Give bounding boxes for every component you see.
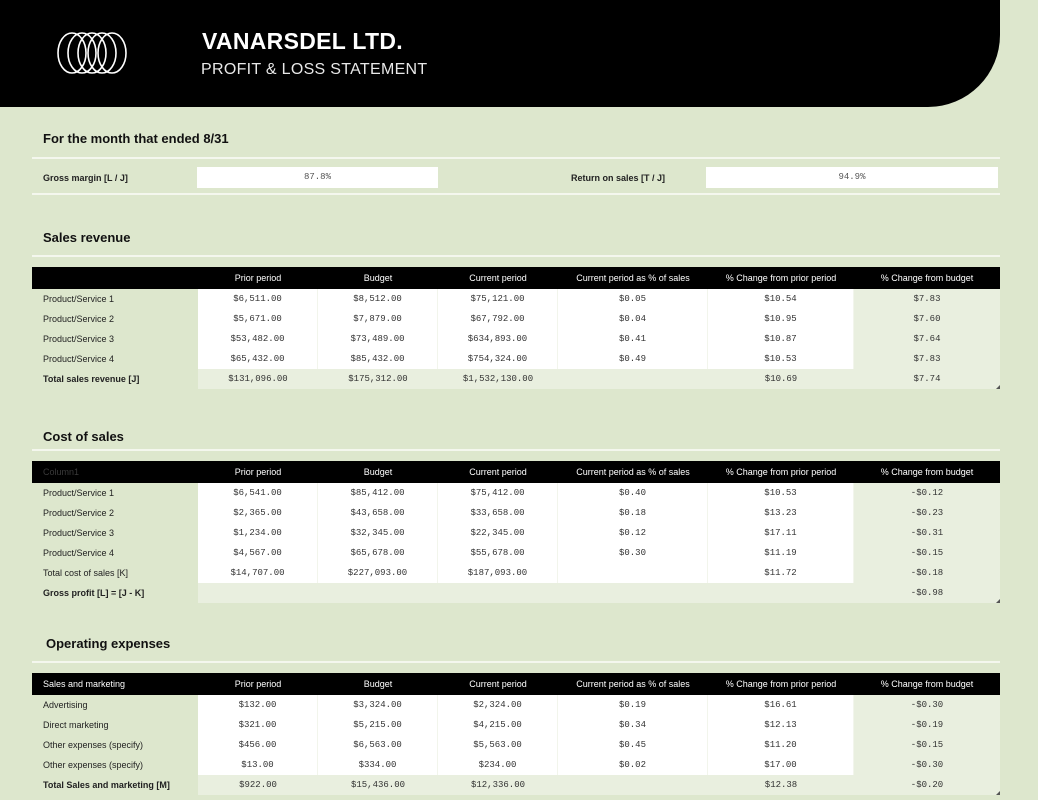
table-cell[interactable]: $16.61 bbox=[708, 695, 854, 715]
table-row bbox=[32, 483, 1000, 503]
table-cell[interactable]: $53,482.00 bbox=[198, 329, 318, 349]
table-cell[interactable]: $187,093.00 bbox=[438, 563, 558, 583]
table-cell[interactable]: $5,563.00 bbox=[438, 735, 558, 755]
table-cell[interactable]: $6,511.00 bbox=[198, 289, 318, 309]
table-cell[interactable]: $10.54 bbox=[708, 289, 854, 309]
row-label: Product/Service 4 bbox=[43, 354, 115, 364]
period-title: For the month that ended 8/31 bbox=[43, 131, 229, 146]
table-cell[interactable]: $17.00 bbox=[708, 755, 854, 775]
table-resize-handle-icon[interactable] bbox=[996, 599, 1000, 603]
gross-margin-value[interactable]: 87.8% bbox=[197, 167, 438, 188]
table-cell[interactable]: $0.41 bbox=[558, 329, 708, 349]
column-header-label[interactable] bbox=[32, 267, 198, 289]
table-cell[interactable] bbox=[558, 583, 708, 603]
row-label: Total sales revenue [J] bbox=[43, 374, 140, 384]
table-cell[interactable]: $11.19 bbox=[708, 543, 854, 563]
table-cell[interactable]: $55,678.00 bbox=[438, 543, 558, 563]
table-cell[interactable]: $10.87 bbox=[708, 329, 854, 349]
statement-subtitle: PROFIT & LOSS STATEMENT bbox=[201, 61, 428, 78]
row-label: Product/Service 1 bbox=[43, 294, 115, 304]
table-cell[interactable]: -$0.18 bbox=[854, 563, 1000, 583]
table-cell[interactable]: -$0.15 bbox=[854, 543, 1000, 563]
table-cell[interactable]: $132.00 bbox=[198, 695, 318, 715]
column-header[interactable]: Current period as % of sales bbox=[576, 273, 690, 283]
table-cell[interactable]: $75,121.00 bbox=[438, 289, 558, 309]
table-cell[interactable]: $32,345.00 bbox=[318, 523, 438, 543]
operating-expenses-table bbox=[32, 673, 1000, 795]
table-cell[interactable]: $0.45 bbox=[558, 735, 708, 755]
table-cell[interactable] bbox=[558, 369, 708, 389]
table-row bbox=[32, 503, 1000, 523]
table-cell[interactable]: $634,893.00 bbox=[438, 329, 558, 349]
table-resize-handle-icon[interactable] bbox=[996, 791, 1000, 795]
table-cell[interactable]: $10.53 bbox=[708, 349, 854, 369]
table-cell[interactable]: $6,563.00 bbox=[318, 735, 438, 755]
table-cell[interactable]: $234.00 bbox=[438, 755, 558, 775]
row-label: Product/Service 4 bbox=[43, 548, 115, 558]
sales-revenue-table bbox=[32, 267, 1000, 389]
divider bbox=[32, 661, 1000, 663]
column-header[interactable]: % Change from prior period bbox=[725, 467, 837, 477]
table-cell[interactable]: $0.19 bbox=[558, 695, 708, 715]
column-header[interactable]: Current period bbox=[469, 679, 527, 689]
column-header[interactable]: Prior period bbox=[234, 679, 282, 689]
table-resize-handle-icon[interactable] bbox=[996, 385, 1000, 389]
table-cell[interactable] bbox=[198, 583, 318, 603]
table-cell[interactable]: $10.69 bbox=[708, 369, 854, 389]
table-cell[interactable]: $0.05 bbox=[558, 289, 708, 309]
row-label: Total Sales and marketing [M] bbox=[43, 780, 170, 790]
table-cell[interactable] bbox=[558, 563, 708, 583]
column-header-label[interactable]: Column1 bbox=[43, 467, 80, 477]
table-cell[interactable]: $0.49 bbox=[558, 349, 708, 369]
table-cell[interactable]: $12.13 bbox=[708, 715, 854, 735]
table-cell[interactable]: $4,567.00 bbox=[198, 543, 318, 563]
table-cell[interactable]: -$0.98 bbox=[854, 583, 1000, 603]
cost-of-sales-title: Cost of sales bbox=[43, 429, 124, 444]
table-row bbox=[32, 523, 1000, 543]
table-cell[interactable]: -$0.15 bbox=[854, 735, 1000, 755]
table-cell[interactable] bbox=[708, 583, 854, 603]
table-cell[interactable]: $73,489.00 bbox=[318, 329, 438, 349]
table-cell[interactable]: $0.40 bbox=[558, 483, 708, 503]
column-header[interactable]: Budget bbox=[363, 679, 393, 689]
table-cell[interactable]: $12.38 bbox=[708, 775, 854, 795]
row-label: Product/Service 3 bbox=[43, 528, 115, 538]
table-cell[interactable]: $1,234.00 bbox=[198, 523, 318, 543]
table-cell[interactable]: $0.02 bbox=[558, 755, 708, 775]
table-cell[interactable]: -$0.12 bbox=[854, 483, 1000, 503]
table-row bbox=[32, 349, 1000, 369]
table-row bbox=[32, 735, 1000, 755]
rings-logo-icon bbox=[56, 29, 132, 77]
divider bbox=[32, 157, 1000, 159]
table-cell[interactable]: -$0.23 bbox=[854, 503, 1000, 523]
column-header[interactable]: Current period bbox=[469, 273, 527, 283]
table-cell[interactable]: $13.23 bbox=[708, 503, 854, 523]
table-cell[interactable]: $7.64 bbox=[854, 329, 1000, 349]
table-cell[interactable] bbox=[438, 583, 558, 603]
table-cell[interactable]: $17.11 bbox=[708, 523, 854, 543]
column-header[interactable]: Current period as % of sales bbox=[576, 679, 690, 689]
table-cell[interactable]: $85,432.00 bbox=[318, 349, 438, 369]
column-header[interactable]: Prior period bbox=[234, 467, 282, 477]
table-row bbox=[32, 563, 1000, 583]
row-label: Product/Service 2 bbox=[43, 314, 115, 324]
table-cell[interactable]: $65,678.00 bbox=[318, 543, 438, 563]
gross-margin-label: Gross margin [L / J] bbox=[43, 173, 128, 183]
operating-expenses-title: Operating expenses bbox=[46, 636, 171, 651]
table-cell[interactable]: $321.00 bbox=[198, 715, 318, 735]
table-cell[interactable]: $175,312.00 bbox=[318, 369, 438, 389]
table-cell[interactable]: $334.00 bbox=[318, 755, 438, 775]
table-cell[interactable]: $5,671.00 bbox=[198, 309, 318, 329]
table-row bbox=[32, 775, 1000, 795]
table-row bbox=[32, 755, 1000, 775]
table-cell[interactable]: $7.60 bbox=[854, 309, 1000, 329]
table-row bbox=[32, 583, 1000, 603]
table-cell[interactable]: $14,707.00 bbox=[198, 563, 318, 583]
table-row bbox=[32, 329, 1000, 349]
table-header bbox=[32, 267, 1000, 289]
table-cell[interactable]: $85,412.00 bbox=[318, 483, 438, 503]
table-cell[interactable]: $131,096.00 bbox=[198, 369, 318, 389]
table-cell[interactable]: $15,436.00 bbox=[318, 775, 438, 795]
table-header bbox=[32, 673, 1000, 695]
table-cell[interactable]: $0.12 bbox=[558, 523, 708, 543]
table-cell[interactable]: $4,215.00 bbox=[438, 715, 558, 735]
table-cell[interactable]: $8,512.00 bbox=[318, 289, 438, 309]
table-cell[interactable]: $2,324.00 bbox=[438, 695, 558, 715]
table-cell[interactable]: $33,658.00 bbox=[438, 503, 558, 523]
column-header[interactable]: % Change from budget bbox=[880, 273, 974, 283]
table-cell[interactable]: $7.83 bbox=[854, 289, 1000, 309]
table-cell[interactable]: $1,532,130.00 bbox=[438, 369, 558, 389]
column-header[interactable]: Prior period bbox=[234, 273, 282, 283]
table-cell[interactable]: -$0.31 bbox=[854, 523, 1000, 543]
table-cell[interactable]: $22,345.00 bbox=[438, 523, 558, 543]
table-cell[interactable]: $13.00 bbox=[198, 755, 318, 775]
table-cell[interactable]: $12,336.00 bbox=[438, 775, 558, 795]
column-header[interactable]: % Change from prior period bbox=[725, 679, 837, 689]
table-cell[interactable]: $2,365.00 bbox=[198, 503, 318, 523]
table-cell[interactable]: $456.00 bbox=[198, 735, 318, 755]
return-on-sales-value[interactable]: 94.9% bbox=[706, 167, 998, 188]
row-label: Gross profit [L] = [J - K] bbox=[43, 588, 145, 598]
column-header[interactable]: % Change from prior period bbox=[725, 273, 837, 283]
table-cell[interactable]: $0.30 bbox=[558, 543, 708, 563]
row-label: Advertising bbox=[43, 700, 88, 710]
table-row bbox=[32, 543, 1000, 563]
table-cell[interactable]: $65,432.00 bbox=[198, 349, 318, 369]
row-label: Other expenses (specify) bbox=[43, 760, 144, 770]
column-header[interactable]: Current period as % of sales bbox=[576, 467, 690, 477]
column-header[interactable]: Current period bbox=[469, 467, 527, 477]
divider bbox=[32, 193, 1000, 195]
table-cell[interactable] bbox=[318, 583, 438, 603]
table-cell[interactable]: -$0.19 bbox=[854, 715, 1000, 735]
sales-revenue-title: Sales revenue bbox=[43, 230, 131, 245]
return-on-sales-label: Return on sales [T / J] bbox=[571, 173, 666, 183]
table-cell[interactable]: $10.95 bbox=[708, 309, 854, 329]
table-cell[interactable]: $0.04 bbox=[558, 309, 708, 329]
table-cell[interactable]: -$0.30 bbox=[854, 695, 1000, 715]
column-header-label[interactable]: Sales and marketing bbox=[43, 679, 126, 689]
table-cell[interactable]: $43,658.00 bbox=[318, 503, 438, 523]
row-label: Total cost of sales [K] bbox=[43, 568, 129, 578]
table-row bbox=[32, 309, 1000, 329]
table-cell[interactable]: $5,215.00 bbox=[318, 715, 438, 735]
table-cell[interactable]: $11.20 bbox=[708, 735, 854, 755]
table-row bbox=[32, 695, 1000, 715]
row-label: Product/Service 3 bbox=[43, 334, 115, 344]
column-header[interactable]: Budget bbox=[363, 273, 393, 283]
company-name: VANARSDEL LTD. bbox=[202, 28, 403, 54]
table-cell[interactable]: $7.74 bbox=[854, 369, 1000, 389]
table-cell[interactable]: $3,324.00 bbox=[318, 695, 438, 715]
divider bbox=[32, 255, 1000, 257]
column-header[interactable]: % Change from budget bbox=[880, 679, 974, 689]
row-label: Other expenses (specify) bbox=[43, 740, 144, 750]
row-label: Product/Service 1 bbox=[43, 488, 115, 498]
column-header[interactable]: Budget bbox=[363, 467, 393, 477]
table-cell[interactable]: $922.00 bbox=[198, 775, 318, 795]
table-cell[interactable]: $7.83 bbox=[854, 349, 1000, 369]
table-row bbox=[32, 715, 1000, 735]
table-cell[interactable]: $0.34 bbox=[558, 715, 708, 735]
table-cell[interactable]: $67,792.00 bbox=[438, 309, 558, 329]
table-cell[interactable]: $7,879.00 bbox=[318, 309, 438, 329]
table-cell[interactable]: $6,541.00 bbox=[198, 483, 318, 503]
divider bbox=[32, 449, 1000, 451]
cost-of-sales-table bbox=[32, 461, 1000, 603]
table-cell[interactable]: $0.18 bbox=[558, 503, 708, 523]
table-header bbox=[32, 461, 1000, 483]
table-cell[interactable]: $227,093.00 bbox=[318, 563, 438, 583]
table-cell[interactable]: -$0.30 bbox=[854, 755, 1000, 775]
table-row bbox=[32, 369, 1000, 389]
table-cell[interactable]: -$0.20 bbox=[854, 775, 1000, 795]
header-banner bbox=[0, 0, 1000, 107]
row-label: Product/Service 2 bbox=[43, 508, 115, 518]
table-cell[interactable]: $10.53 bbox=[708, 483, 854, 503]
table-cell[interactable]: $75,412.00 bbox=[438, 483, 558, 503]
table-row bbox=[32, 289, 1000, 309]
row-label: Direct marketing bbox=[43, 720, 109, 730]
table-cell[interactable]: $11.72 bbox=[708, 563, 854, 583]
table-cell[interactable]: $754,324.00 bbox=[438, 349, 558, 369]
table-cell[interactable] bbox=[558, 775, 708, 795]
column-header[interactable]: % Change from budget bbox=[880, 467, 974, 477]
